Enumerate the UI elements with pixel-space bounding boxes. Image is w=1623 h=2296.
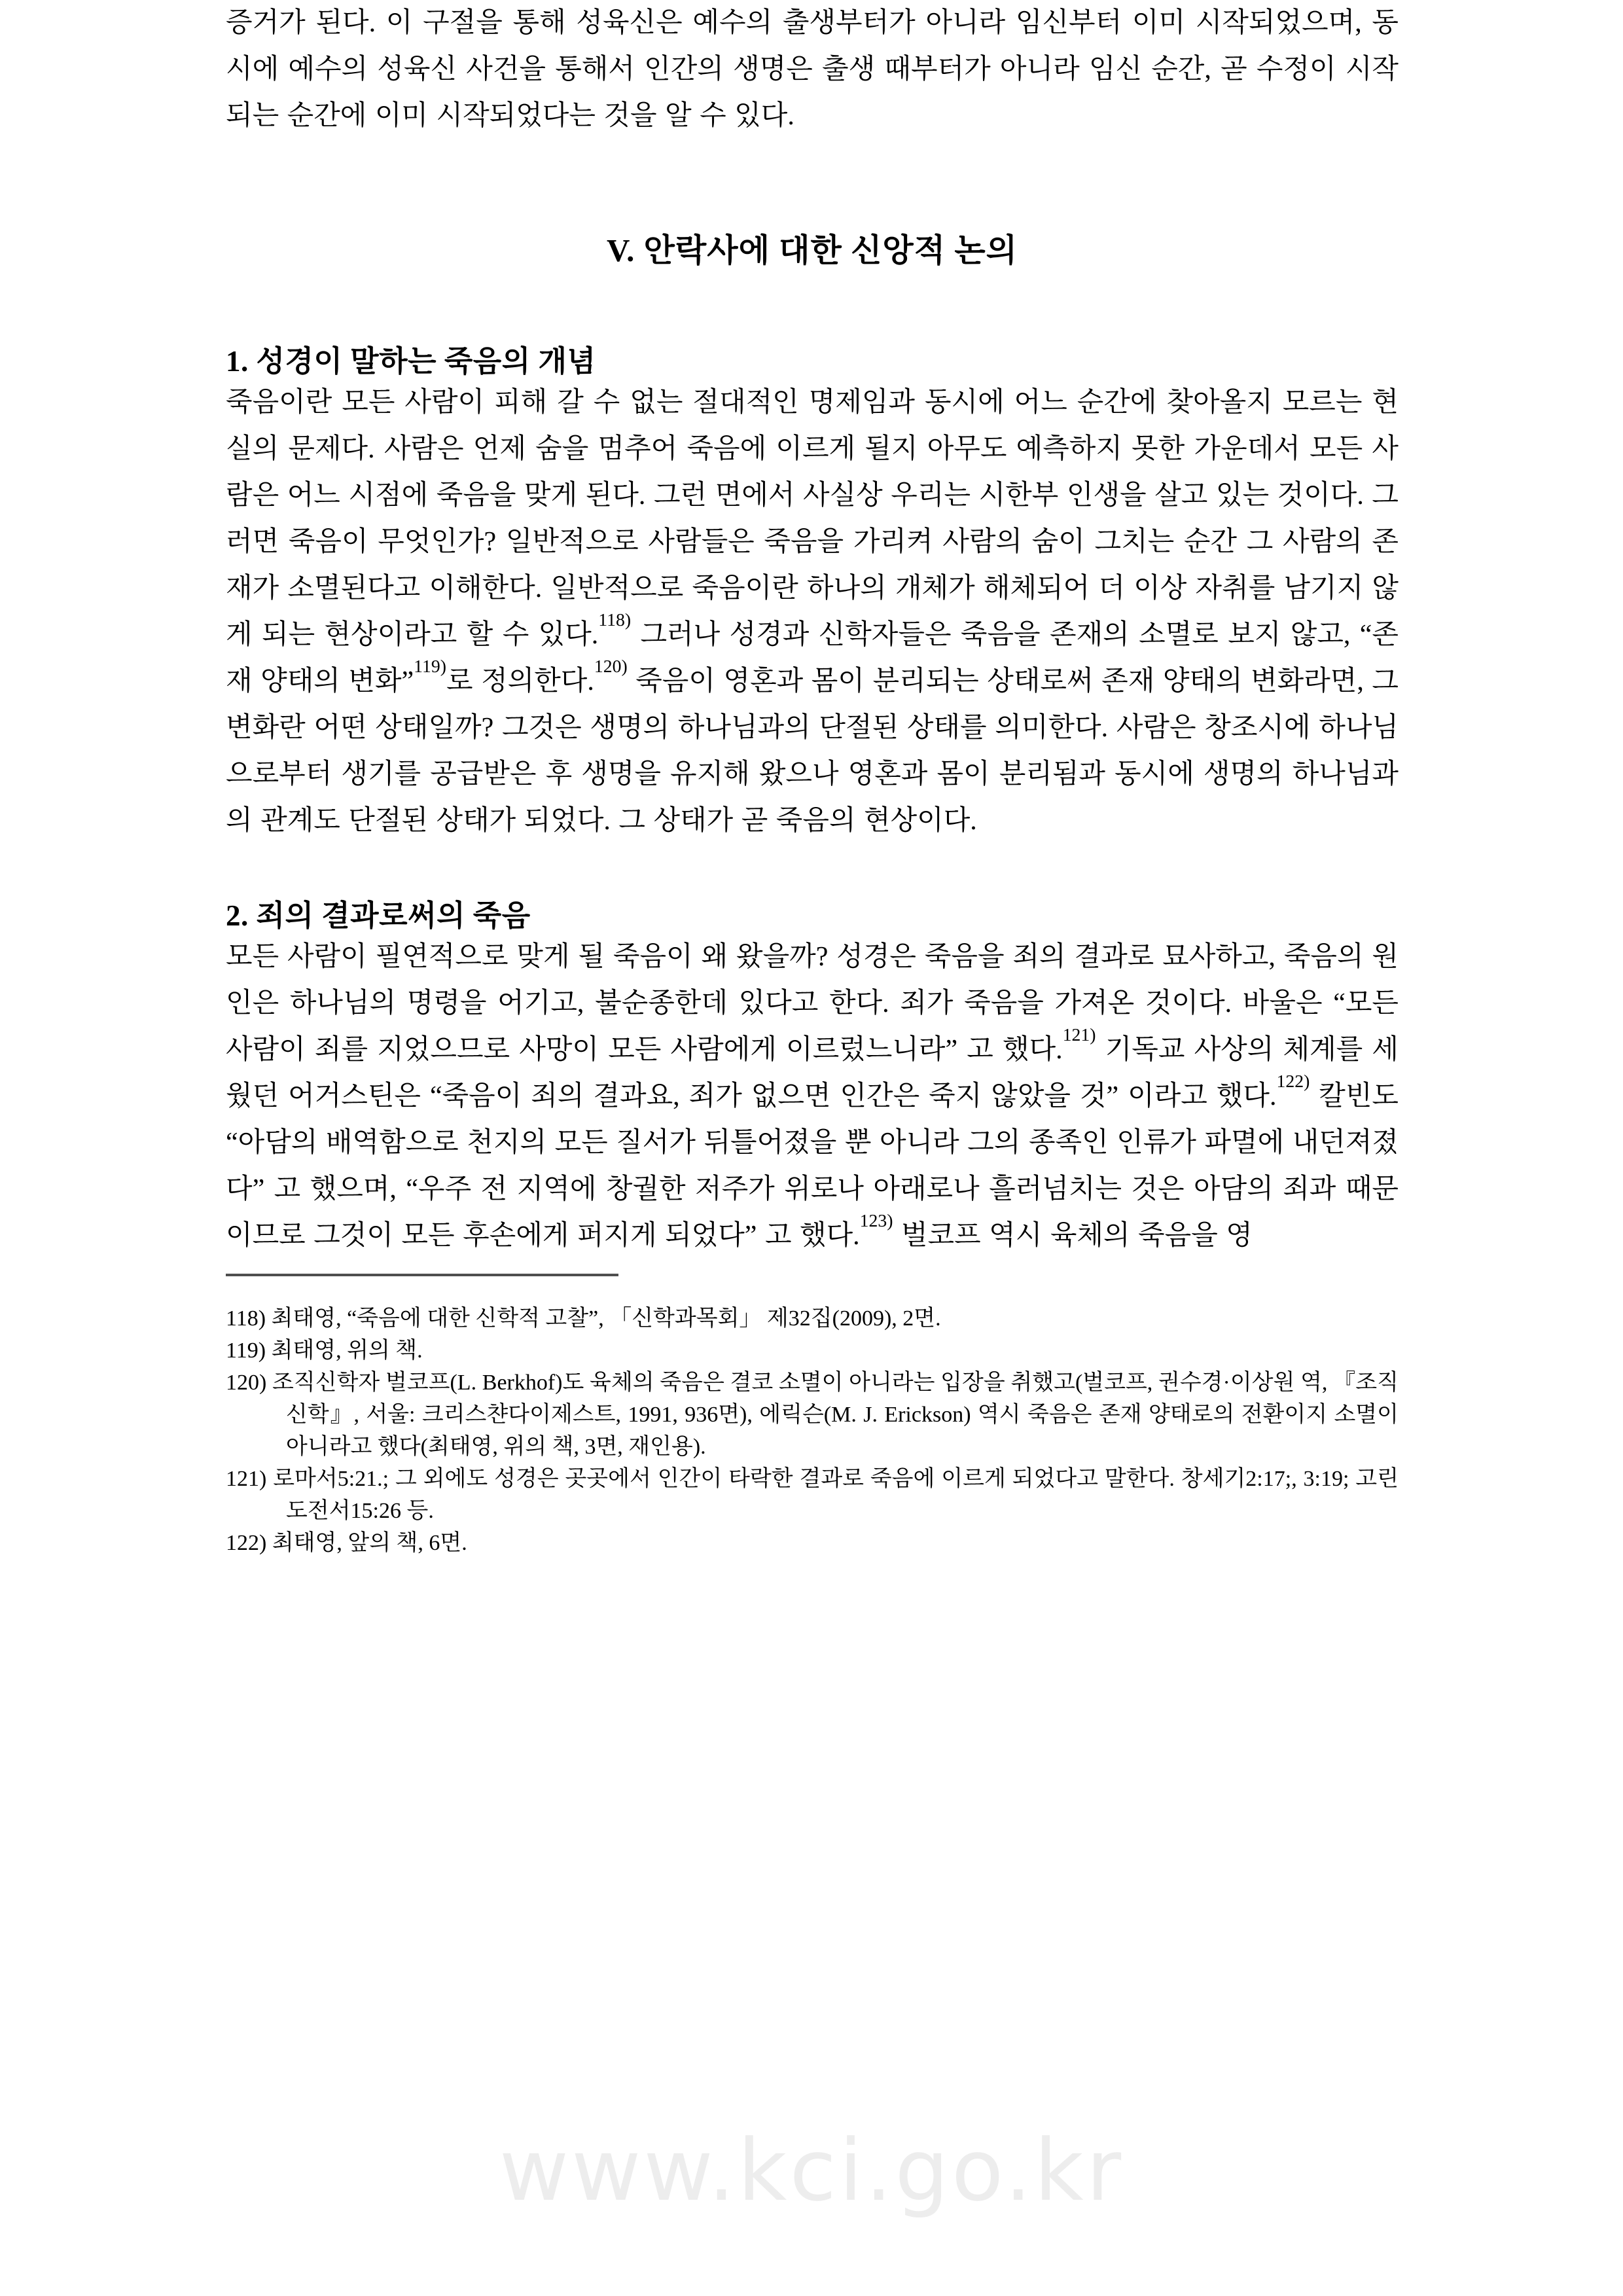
- section-1-title: 1. 성경이 말하는 죽음의 개념: [226, 345, 596, 378]
- footnote-ref: 119): [414, 655, 446, 676]
- footnote-text: 최태영, 위의 책.: [271, 1338, 423, 1363]
- footnote-item: [226, 1463, 1399, 1527]
- section-2-title: 2. 죄의 결과로써의 죽음: [226, 899, 531, 932]
- footnote-ref: 122): [1276, 1070, 1310, 1091]
- footnote-text: 최태영, “죽음에 대한 신학적 고찰”, 「신학과목회」 제32집(2009), 2면.: [271, 1306, 941, 1331]
- footnote-ref: 118): [598, 609, 632, 630]
- section-1-paragraph: 죽음이란 모든 사람이 피해 갈 수 없는 절대적인 명제임과 동시에 어느 순간에 찾아올지 모르는 현실의 문제다. 사람은 언제 숨을 멈추어 죽음에 이르게 될지 아무도 예측하지 못한 가운데서 모든 사람은 어느 시점에 죽음을 맞게 된다. 그런 면에서 사실상 우리는 시한부 인생을 살고 있는 것이다. 그러면 죽음이 무엇인가? 일반적으로 사람들은 죽음을 가리켜 사람의 숨이 그치는 순간 그 사람의 존재가 소멸된다고 이해한다. 일반적으로 죽음이란 하나의 개체가 해체되어 더 이상 자취를 남기지 않게 되는 현상이라고 할 수 있다.$^{118)}$ 그러나 성경과 신학자들은 죽음을 존재의 소멸로 보지 않고, “존재 양태의 변화”$^{119)}$로 정의한다.$^{120)}$ 죽음이 영혼과 몸이 분리되는 상태로써 존재 양태의 변화라면, 그 변화란 어떤 상태일까? 그것은 생명의 하나님과의 단절된 상태를 의미한다. 사람은 창조시에 하나님으로부터 생기를 공급받은 후 생명을 유지해 왔으나 영혼과 몸이 분리됨과 동시에 생명의 하나님과의 관계도 단절된 상태가 되었다. 그 상태가 곧 죽음의 현상이다.: [226, 387, 1399, 836]
- footnote-separator: [226, 1274, 618, 1276]
- footnote-item: [226, 1335, 1399, 1367]
- footnote-ref: 121): [1062, 1024, 1096, 1045]
- footnote-item: [226, 1527, 1399, 1559]
- footnote-ref: 120): [594, 655, 628, 676]
- footnotes-list: [226, 1302, 1399, 1559]
- footnote-number: 118): [226, 1306, 272, 1331]
- section-2: [226, 897, 1399, 1259]
- chapter-title: V. 안락사에 대한 신앙적 논의: [607, 232, 1018, 268]
- footnote-number: 122): [226, 1531, 272, 1555]
- footnote-ref: 123): [859, 1210, 893, 1230]
- footnote-text: 로마서5:21.; 그 외에도 성경은 곳곳에서 인간이 타락한 결과로 죽음에 이르게 되었다고 말한다. 창세기2:17;, 3:19; 고린도전서15:26 등.: [273, 1467, 1399, 1523]
- footnote-item: [226, 1367, 1399, 1463]
- footnote-item: [226, 1302, 1399, 1335]
- section-2-paragraph: 모든 사람이 필연적으로 맞게 될 죽음이 왜 왔을까? 성경은 죽음을 죄의 결과로 묘사하고, 죽음의 원인은 하나님의 명령을 어기고, 불순종한데 있다고 한다. 죄가 죽음을 가져온 것이다. 바울은 “모든 사람이 죄를 지었으므로 사망이 모든 사람에게 이르렀느니라” 고 했다.$^{121)}$ 기독교 사상의 체계를 세웠던 어거스틴은 “죽음이 죄의 결과요, 죄가 없으면 인간은 죽지 않았을 것” 이라고 했다.$^{122)}$ 칼빈도 “아담의 배역함으로 천지의 모든 질서가 뒤틀어졌을 뿐 아니라 그의 종족인 인류가 파멸에 내던져졌다” 고 했으며, “우주 전 지역에 창궐한 저주가 위로나 아래로나 흘러넘치는 것은 아담의 죄과 때문이므로 그것이 모든 후손에게 퍼지게 되었다” 고 했다.$^{123)}$ 벌코프 역시 육체의 죽음을 영: [226, 942, 1399, 1251]
- footnote-number: 121): [226, 1467, 274, 1491]
- footnote-number: 120): [226, 1371, 273, 1395]
- intro-paragraph: 증거가 된다. 이 구절을 통해 성육신은 예수의 출생부터가 아니라 임신부터 이미 시작되었으며, 동시에 예수의 성육신 사건을 통해서 인간의 생명은 출생 때부터가 아니라 임신 순간, 곧 수정이 시작되는 순간에 이미 시작되었다는 것을 알 수 있다.: [226, 8, 1399, 131]
- footnote-number: 119): [226, 1338, 272, 1363]
- text-block: [226, 0, 1399, 1559]
- footnote-text: 조직신학자 벌코프(L. Berkhof)도 육체의 죽음은 결코 소멸이 아니라는 입장을 취했고(벌코프, 권수경·이상원 역, 『조직신학』, 서울: 크리스챤다이제스트, 1991, 936면), 에릭슨(M. J. Erickson) 역시 죽음은 존재 양태로의 전환이지 소멸이 아니라고 했다(최태영, 위의 책, 3면, 재인용).: [272, 1371, 1399, 1459]
- section-1: [226, 343, 1399, 844]
- kci-watermark: www.kci.go.kr: [499, 2121, 1124, 2220]
- footnote-text: 최태영, 앞의 책, 6면.: [272, 1531, 467, 1555]
